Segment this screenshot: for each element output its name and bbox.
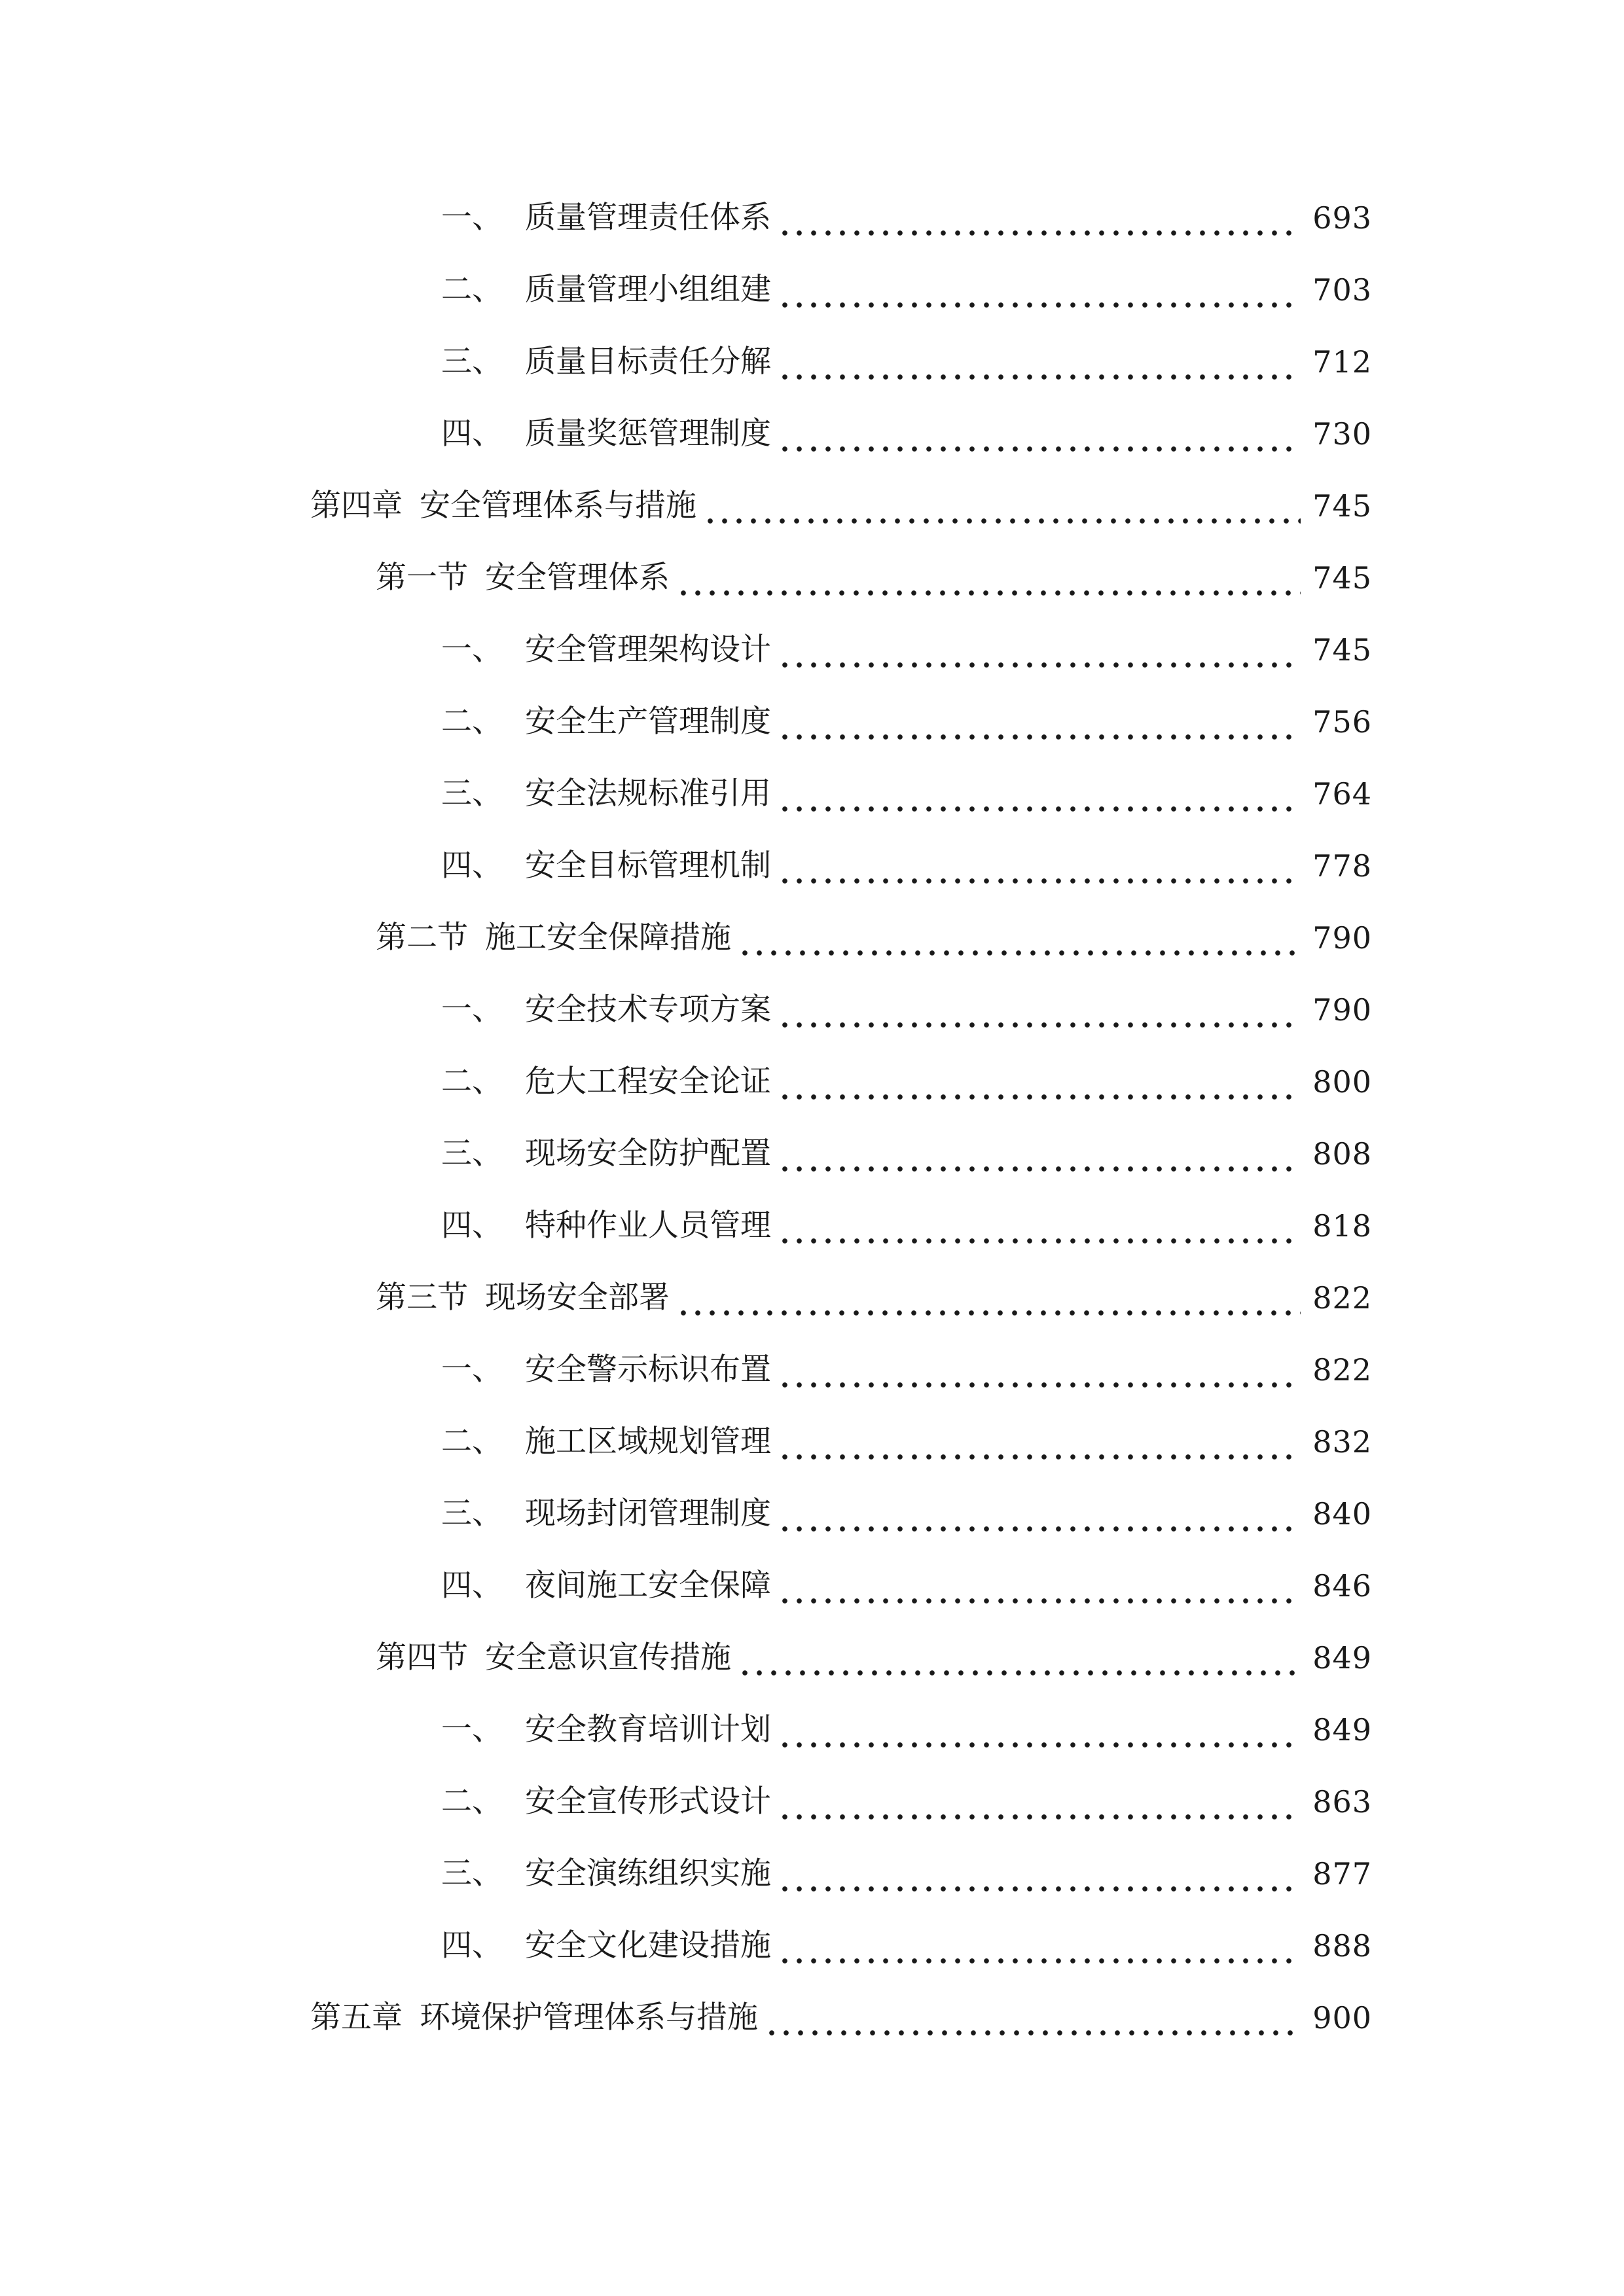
- page-number: 822: [1312, 1280, 1372, 1316]
- item-number: 三、: [441, 1496, 503, 1532]
- item-number: 三、: [441, 1856, 503, 1892]
- dot-leader: [778, 984, 1301, 1036]
- section-title: 安全意识宣传措施: [485, 1640, 731, 1676]
- toc-item[interactable]: [441, 1776, 1372, 1828]
- toc-chapter[interactable]: [310, 480, 1372, 532]
- item-number: 四、: [441, 1208, 503, 1244]
- item-title: 安全目标管理机制: [525, 848, 771, 884]
- page-number: 778: [1312, 848, 1372, 884]
- section-title: 现场安全部署: [485, 1280, 670, 1316]
- toc-section[interactable]: [376, 1632, 1372, 1684]
- dot-leader: [676, 552, 1301, 604]
- item-title: 施工区域规划管理: [525, 1424, 771, 1460]
- chapter-title: 安全管理体系与措施: [420, 488, 696, 524]
- dot-leader: [738, 912, 1301, 964]
- dot-leader: [703, 480, 1301, 532]
- section-title: 安全管理体系: [485, 560, 670, 596]
- dot-leader: [778, 1416, 1301, 1468]
- page-number: 730: [1312, 416, 1372, 452]
- item-number: 一、: [441, 1352, 503, 1388]
- item-number: 二、: [441, 1784, 503, 1820]
- toc-item[interactable]: [441, 696, 1372, 748]
- page-number: 790: [1312, 992, 1372, 1028]
- item-title: 安全教育培训计划: [525, 1712, 771, 1748]
- dot-leader: [778, 192, 1301, 244]
- dot-leader: [778, 336, 1301, 388]
- toc-item[interactable]: [441, 1056, 1372, 1108]
- toc-item[interactable]: [441, 192, 1372, 244]
- section-title: 施工安全保障措施: [485, 920, 731, 956]
- toc-item[interactable]: [441, 336, 1372, 388]
- dot-leader: [778, 1776, 1301, 1828]
- item-title: 质量管理小组组建: [525, 272, 771, 308]
- toc-item[interactable]: [441, 624, 1372, 676]
- section-label: 第二节: [376, 920, 468, 956]
- item-title: 夜间施工安全保障: [525, 1568, 771, 1604]
- item-title: 安全生产管理制度: [525, 704, 771, 740]
- item-title: 安全管理架构设计: [525, 632, 771, 668]
- item-number: 二、: [441, 272, 503, 308]
- item-number: 一、: [441, 200, 503, 236]
- dot-leader: [778, 1056, 1301, 1108]
- item-number: 四、: [441, 416, 503, 452]
- item-number: 三、: [441, 776, 503, 812]
- page-number: 745: [1312, 560, 1372, 596]
- item-number: 三、: [441, 344, 503, 380]
- page-number: 863: [1312, 1784, 1372, 1820]
- toc-item[interactable]: [441, 840, 1372, 892]
- dot-leader: [778, 408, 1301, 460]
- toc-item[interactable]: [441, 1560, 1372, 1612]
- toc-item[interactable]: [441, 1920, 1372, 1972]
- item-title: 安全演练组织实施: [525, 1856, 771, 1892]
- item-title: 安全宣传形式设计: [525, 1784, 771, 1820]
- toc-item[interactable]: [441, 1704, 1372, 1756]
- item-title: 质量目标责任分解: [525, 344, 771, 380]
- dot-leader: [778, 264, 1301, 316]
- item-number: 二、: [441, 704, 503, 740]
- dot-leader: [778, 1704, 1301, 1756]
- page-number: 877: [1312, 1856, 1372, 1892]
- dot-leader: [778, 1488, 1301, 1540]
- dot-leader: [778, 624, 1301, 676]
- page-number: 712: [1312, 344, 1372, 380]
- page-number: 693: [1312, 200, 1372, 236]
- section-label: 第一节: [376, 560, 468, 596]
- dot-leader: [778, 1128, 1301, 1180]
- page-number: 822: [1312, 1352, 1372, 1388]
- page-number: 745: [1312, 488, 1372, 524]
- dot-leader: [778, 1344, 1301, 1396]
- dot-leader: [738, 1632, 1301, 1684]
- page-number: 800: [1312, 1064, 1372, 1100]
- page-number: 764: [1312, 776, 1372, 812]
- item-number: 三、: [441, 1136, 503, 1172]
- item-title: 安全警示标识布置: [525, 1352, 771, 1388]
- toc-section[interactable]: [376, 912, 1372, 964]
- toc-item[interactable]: [441, 1344, 1372, 1396]
- dot-leader: [778, 1560, 1301, 1612]
- chapter-label: 第四章: [310, 488, 403, 524]
- toc-section[interactable]: [376, 1272, 1372, 1324]
- toc-item[interactable]: [441, 1416, 1372, 1468]
- dot-leader: [778, 768, 1301, 820]
- page-number: 840: [1312, 1496, 1372, 1532]
- item-number: 二、: [441, 1424, 503, 1460]
- toc-item[interactable]: [441, 984, 1372, 1036]
- dot-leader: [778, 1848, 1301, 1900]
- chapter-title: 环境保护管理体系与措施: [420, 2000, 758, 2036]
- section-label: 第四节: [376, 1640, 468, 1676]
- toc-item[interactable]: [441, 1488, 1372, 1540]
- page-number: 790: [1312, 920, 1372, 956]
- toc-item[interactable]: [441, 1128, 1372, 1180]
- item-title: 危大工程安全论证: [525, 1064, 771, 1100]
- item-title: 质量管理责任体系: [525, 200, 771, 236]
- page-number: 888: [1312, 1928, 1372, 1964]
- item-number: 一、: [441, 632, 503, 668]
- dot-leader: [778, 1920, 1301, 1972]
- page-number: 703: [1312, 272, 1372, 308]
- toc-item[interactable]: [441, 1848, 1372, 1900]
- item-number: 四、: [441, 1568, 503, 1604]
- page-number: 808: [1312, 1136, 1372, 1172]
- item-title: 质量奖惩管理制度: [525, 416, 771, 452]
- item-title: 现场安全防护配置: [525, 1136, 771, 1172]
- item-title: 特种作业人员管理: [525, 1208, 771, 1244]
- chapter-label: 第五章: [310, 2000, 403, 2036]
- toc-section[interactable]: [376, 552, 1372, 604]
- item-number: 四、: [441, 848, 503, 884]
- toc-item[interactable]: [441, 1200, 1372, 1252]
- section-label: 第三节: [376, 1280, 468, 1316]
- item-number: 四、: [441, 1928, 503, 1964]
- item-title: 安全技术专项方案: [525, 992, 771, 1028]
- page-number: 900: [1312, 2000, 1372, 2036]
- page-number: 846: [1312, 1568, 1372, 1604]
- toc-item[interactable]: [441, 768, 1372, 820]
- item-number: 一、: [441, 992, 503, 1028]
- item-title: 安全法规标准引用: [525, 776, 771, 812]
- page-number: 745: [1312, 632, 1372, 668]
- item-title: 现场封闭管理制度: [525, 1496, 771, 1532]
- toc-item[interactable]: [441, 408, 1372, 460]
- item-title: 安全文化建设措施: [525, 1928, 771, 1964]
- item-number: 二、: [441, 1064, 503, 1100]
- toc-chapter[interactable]: [310, 1992, 1372, 2044]
- page-number: 756: [1312, 704, 1372, 740]
- dot-leader: [778, 840, 1301, 892]
- dot-leader: [778, 696, 1301, 748]
- page-number: 849: [1312, 1640, 1372, 1676]
- page-number: 818: [1312, 1208, 1372, 1244]
- dot-leader: [778, 1200, 1301, 1252]
- dot-leader: [765, 1992, 1301, 2044]
- page-number: 849: [1312, 1712, 1372, 1748]
- page-number: 832: [1312, 1424, 1372, 1460]
- item-number: 一、: [441, 1712, 503, 1748]
- toc-item[interactable]: [441, 264, 1372, 316]
- dot-leader: [676, 1272, 1301, 1324]
